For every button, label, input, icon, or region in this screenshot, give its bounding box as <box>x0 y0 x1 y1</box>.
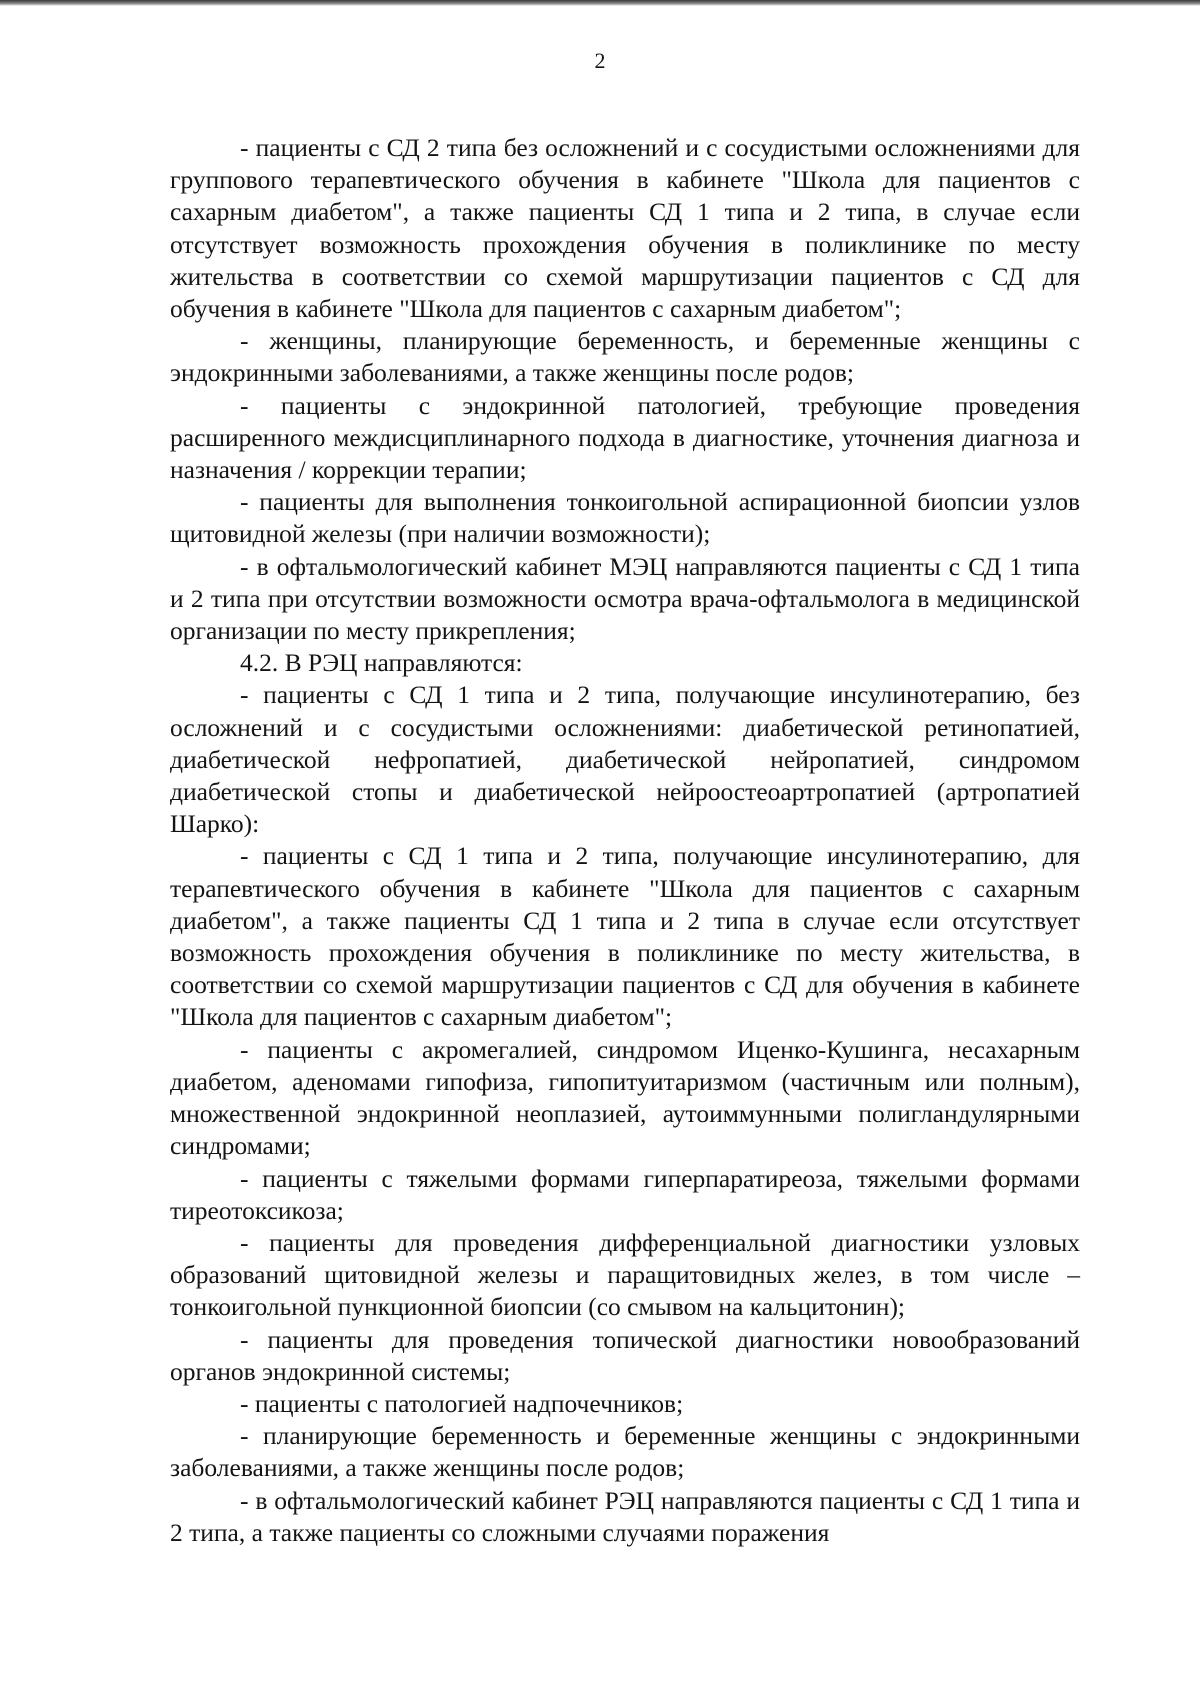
scan-top-edge <box>0 0 1200 6</box>
document-body <box>170 132 1080 1549</box>
paragraph-8: - пациенты с СД 1 типа и 2 типа, получающие инсулинотерапию, для терапевтического обучения в кабинете "Школа для пациентов с сахарным диабетом", а также пациенты СД 1 типа и 2 типа в случае если отсутствует возможность прохождения обучения в поликлинике по месту жительства, в соответствии со схемой маршрутизации пациентов с СД для обучения в кабинете "Школа для пациентов с сахарным диабетом"; <box>170 841 1080 1032</box>
paragraph-12: - пациенты для проведения топической диагностики новообразований органов эндокринной системы; <box>170 1324 1080 1386</box>
paragraph-15: - в офтальмологический кабинет РЭЦ направляются пациенты с СД 1 типа и 2 типа, а также пациенты со сложными случаями поражения <box>170 1485 1080 1547</box>
paragraph-3: - пациенты с эндокринной патологией, требующие проведения расширенного междисциплинарного подхода в диагностике, уточнения диагноза и назначения / коррекции терапии; <box>170 390 1080 485</box>
paragraph-14: - планирующие беременность и беременные женщины с эндокринными заболеваниями, а также женщины после родов; <box>170 1421 1080 1483</box>
paragraph-9: - пациенты с акромегалией, синдромом Иценко-Кушинга, несахарным диабетом, аденомами гипофиза, гипопитуитаризмом (частичным или полным), множественной эндокринной неоплазией, аутоиммунными полигландулярными синдромами; <box>170 1034 1080 1161</box>
paragraph-10: - пациенты с тяжелыми формами гиперпаратиреоза, тяжелыми формами тиреотоксикоза; <box>170 1163 1080 1225</box>
paragraph-1: - пациенты с СД 2 типа без осложнений и с сосудистыми осложнениями для группового терапевтического обучения в кабинете "Школа для пациентов с сахарным диабетом", а также пациенты СД 1 типа и 2 типа, в случае если отсутствует возможность прохождения обучения в поликлинике по месту жительства в соответствии со схемой маршрутизации пациентов с СД для обучения в кабинете "Школа для пациентов с сахарным диабетом"; <box>170 133 1080 324</box>
paragraph-11: - пациенты для проведения дифференциальной диагностики узловых образований щитовидной железы и паращитовидных желез, в том числе – тонкоигольной пункционной биопсии (со смывом на кальцитонин); <box>170 1227 1080 1322</box>
paragraph-2: - женщины, планирующие беременность, и беременные женщины с эндокринными заболеваниями, а также женщины после родов; <box>170 326 1080 388</box>
page-number: 2 <box>594 48 606 73</box>
paragraph-4: - пациенты для выполнения тонкоигольной аспирационной биопсии узлов щитовидной железы (при наличии возможности); <box>170 487 1080 549</box>
paragraph-5: - в офтальмологический кабинет МЭЦ направляются пациенты с СД 1 типа и 2 типа при отсутствии возможности осмотра врача-офтальмолога в медицинской организации по месту прикрепления; <box>170 551 1080 646</box>
paragraph-13: - пациенты с патологией надпочечников; <box>240 1388 684 1418</box>
paragraph-7: - пациенты с СД 1 типа и 2 типа, получающие инсулинотерапию, без осложнений и с сосудистыми осложнениями: диабетической ретинопатией, диабетической нефропатией, диабетической нейропатией, синдромом диабетической стопы и диабетической нейроостеоартропатией (артропатией Шарко): <box>170 680 1080 839</box>
section-heading-4-2: 4.2. В РЭЦ направляются: <box>240 648 523 678</box>
